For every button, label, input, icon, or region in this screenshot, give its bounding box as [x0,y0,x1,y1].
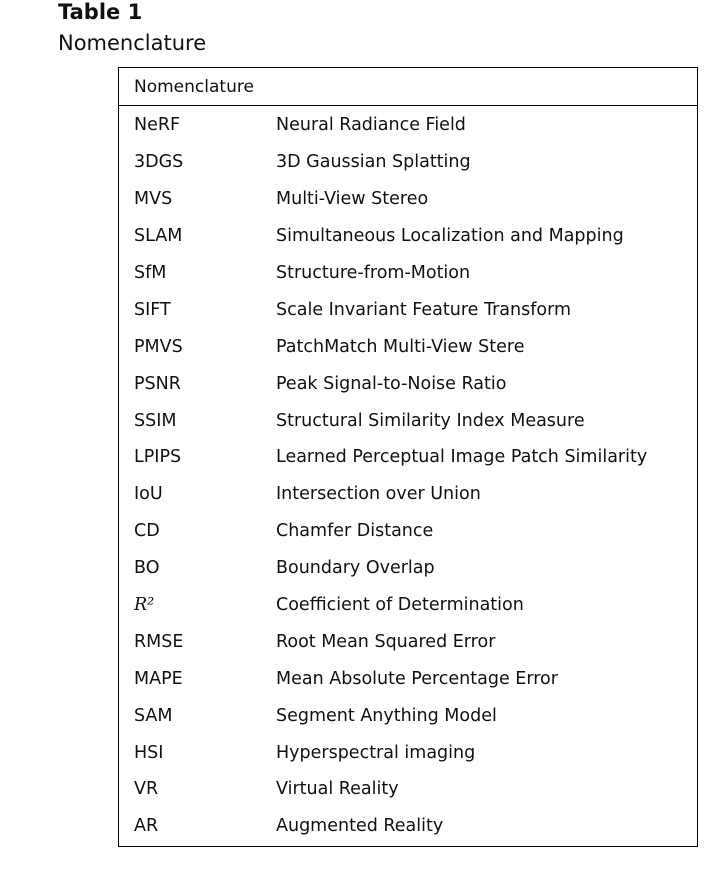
abbreviation: MAPE [134,668,183,689]
nomenclature-table [118,67,698,847]
definition: Segment Anything Model [276,705,497,726]
abbreviation: AR [134,816,159,837]
table-row [119,513,697,550]
table-row [119,476,697,513]
definition: Virtual Reality [276,779,399,800]
abbreviation: NeRF [134,115,181,136]
definition: Augmented Reality [276,816,444,837]
table-row [119,439,697,476]
abbreviation: IoU [134,484,163,505]
definition: Neural Radiance Field [276,115,466,136]
definition: Multi-View Stereo [276,189,429,210]
definition: PatchMatch Multi-View Stere [276,336,525,357]
abbreviation: HSI [134,742,164,763]
abbreviation: MVS [134,189,173,210]
abbreviation: BO [134,558,160,579]
table-row [119,365,697,402]
table-row [119,660,697,697]
definition: Coefficient of Determination [276,595,524,616]
abbreviation: SSIM [134,410,177,431]
abbreviation: SfM [134,263,167,283]
table-row [119,255,697,292]
table-row [119,181,697,218]
table-body [119,106,697,845]
table-row [119,218,697,255]
table-row [119,697,697,734]
abbreviation: SLAM [134,226,183,247]
abbreviation: PSNR [134,373,181,394]
definition: Simultaneous Localization and Mapping [276,226,624,247]
definition: Scale Invariant Feature Transform [276,299,572,320]
abbreviation: RMSE [134,631,184,652]
definition: Structure-from-Motion [276,263,471,283]
abbreviation: CD [134,521,160,542]
definition: Mean Absolute Percentage Error [276,668,558,689]
abbreviation: SAM [134,705,173,726]
definition: Boundary Overlap [276,558,435,579]
table-row [119,771,697,808]
table-row [119,587,697,624]
table-title: Nomenclature [58,31,207,55]
table-header: Nomenclature [119,68,697,106]
abbreviation: 3DGS [134,152,184,173]
table-row [119,291,697,328]
table-row [119,144,697,181]
definition: Learned Perceptual Image Patch Similarity [276,447,648,468]
table-row [119,623,697,660]
definition: Root Mean Squared Error [276,631,496,652]
table-row [119,550,697,587]
definition: Hyperspectral imaging [276,742,476,763]
table-row [119,808,697,845]
abbreviation: SIFT [134,299,171,320]
table-row [119,734,697,771]
table-row [119,328,697,365]
definition: Intersection over Union [276,484,481,505]
table-row [119,107,697,144]
definition: Chamfer Distance [276,521,434,542]
definition: Structural Similarity Index Measure [276,410,585,431]
definition: 3D Gaussian Splatting [276,152,471,173]
abbreviation: R² [134,595,155,616]
table-label: Table 1 [58,0,143,24]
abbreviation: PMVS [134,336,183,357]
abbreviation: LPIPS [134,447,182,468]
abbreviation: VR [134,779,159,800]
table-row [119,402,697,439]
definition: Peak Signal-to-Noise Ratio [276,373,507,394]
